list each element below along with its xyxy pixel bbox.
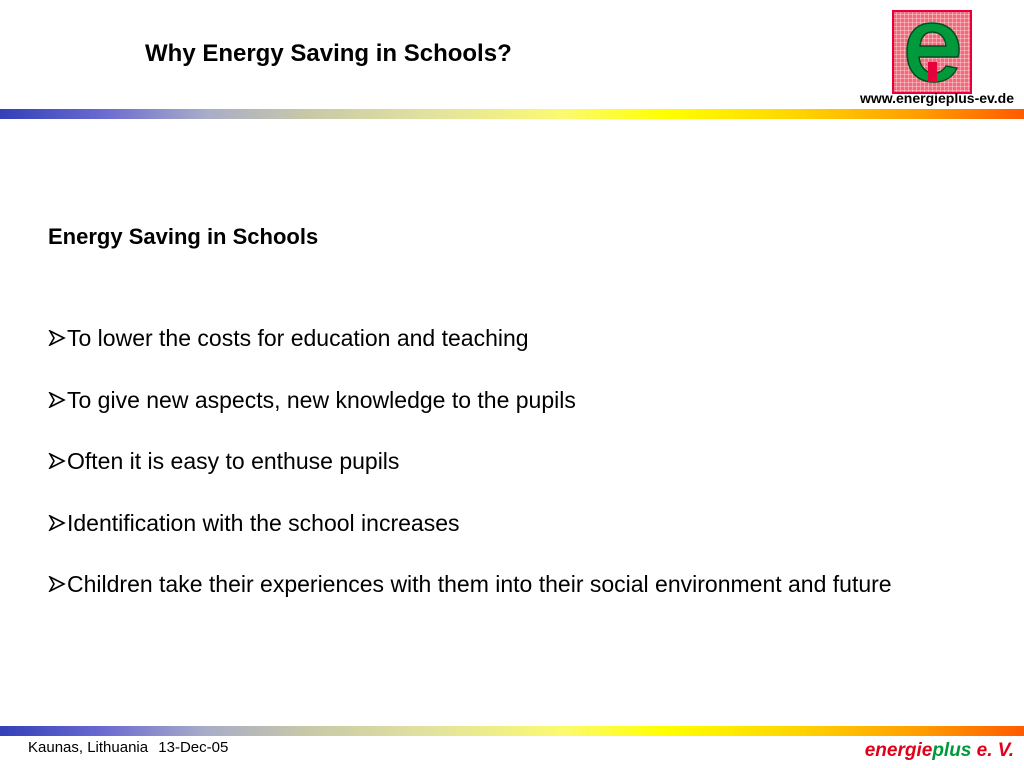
footer-location-date xyxy=(28,740,228,755)
section-heading: Energy Saving in Schools xyxy=(48,224,319,249)
slide-title: Why Energy Saving in Schools? xyxy=(145,40,512,67)
brand-part-plus: plus xyxy=(932,740,972,761)
header-color-band xyxy=(0,109,1024,119)
brand-part-ev: e. V. xyxy=(971,740,1014,761)
bullet-text: Often it is easy to enthuse pupils xyxy=(67,448,400,474)
bullet-item xyxy=(48,387,892,413)
energieplus-logo xyxy=(892,10,972,94)
arrowhead-icon xyxy=(48,453,66,469)
bullet-item xyxy=(48,571,892,597)
arrowhead-icon xyxy=(48,576,66,592)
bullet-text: To give new aspects, new knowledge to the pupils xyxy=(67,386,576,413)
arrowhead-icon xyxy=(48,392,66,408)
footer-color-band xyxy=(0,726,1024,736)
bullet-item xyxy=(48,510,892,536)
bullet-item xyxy=(48,325,892,351)
bullet-list xyxy=(48,325,892,633)
bullet-text: To lower the costs for education and teaching xyxy=(67,325,529,351)
arrowhead-icon xyxy=(48,515,66,531)
footer-date: 13-Dec-05 xyxy=(158,739,229,756)
footer-brand xyxy=(865,741,1014,760)
brand-part-energie: energie xyxy=(864,740,933,761)
footer-location: Kaunas, Lithuania xyxy=(28,739,149,756)
arrowhead-icon xyxy=(48,330,66,346)
bullet-text: Children take their experiences with them into their social environment and future xyxy=(67,571,892,597)
bullet-item xyxy=(48,448,892,474)
website-url: www.energieplus-ev.de xyxy=(859,90,1014,106)
bullet-text: Identification with the school increases xyxy=(67,509,460,536)
